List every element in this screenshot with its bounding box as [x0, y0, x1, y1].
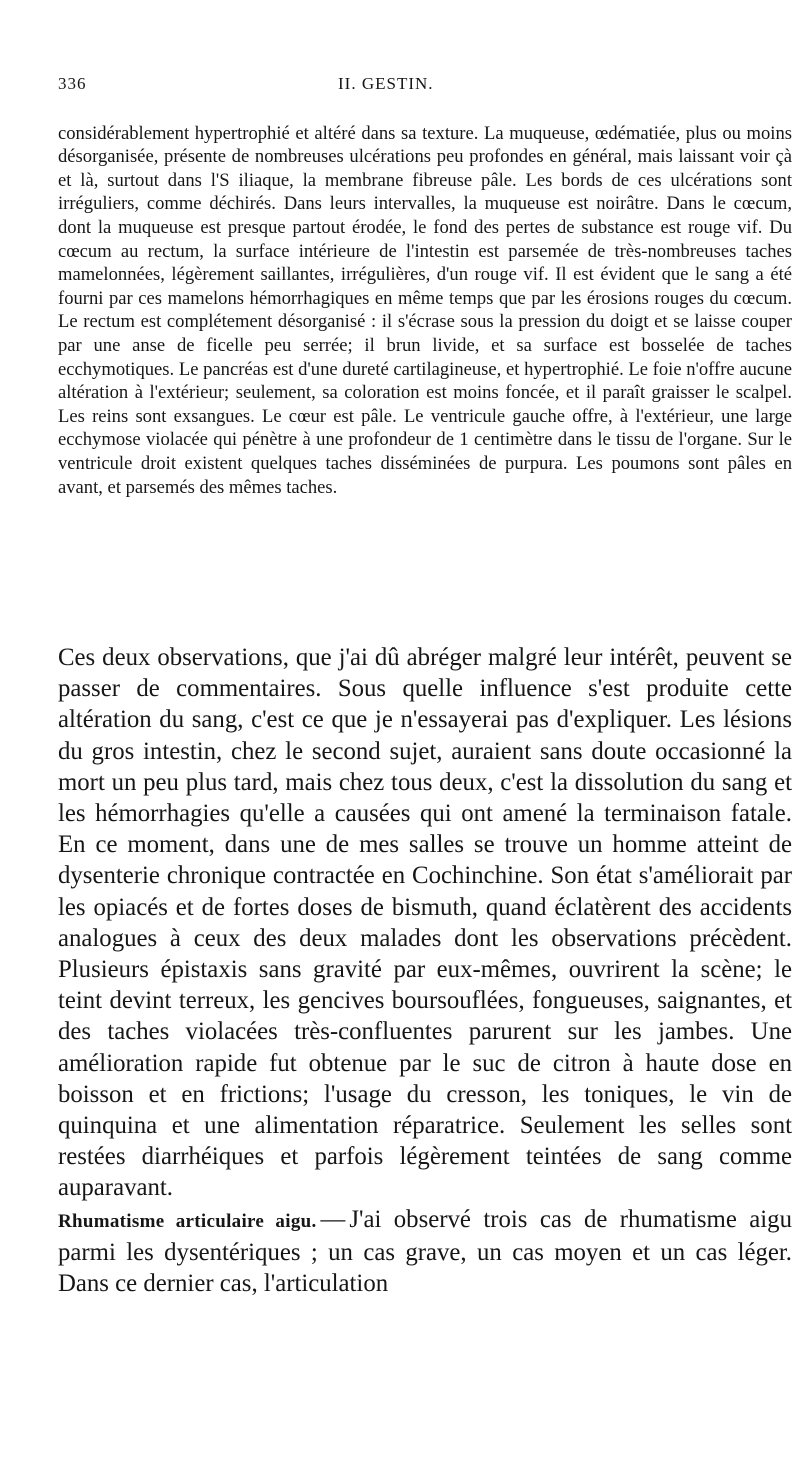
rheumatism-text: J'ai observé trois cas de rhumatisme aigu parmi les dysentériques ; un cas grave, un cas moyen et un cas léger. Dans ce dernier cas, l'articulation [58, 1205, 792, 1298]
em-dash: — [320, 1205, 346, 1233]
page-header [58, 74, 788, 98]
rheumatism-paragraph [58, 1204, 792, 1300]
commentary-paragraph [58, 642, 792, 1204]
section-heading: Rhumatisme articulaire aigu. [58, 1210, 317, 1232]
running-title: II. GESTIN. [338, 74, 434, 93]
page-number: 336 [58, 74, 87, 93]
main-text-block [58, 642, 792, 1299]
observation-paragraph: considérablement hypertrophié et altéré dans sa texture. La muqueuse, œdématiée, plus ou moins désorganisée, présente de nombreuses ulcérations peu profondes en général, mais laissant voir çà et là, surtout dans l'S iliaque, la membrane fibreuse pâle. Les bords de ces ulcérations sont irréguliers, comme déchirés. Dans leurs intervalles, la muqueuse est noirâtre. Dans le cœcum, dont la muqueuse est presque partout érodée, le fond des pertes de substance est rouge vif. Du cœcum au rectum, la surface intérieure de l'intestin est parsemée de très-nombreuses taches mamelonnées, légèrement saillantes, irrégulières, d'un rouge vif. Il est évident que le sang a été fourni par ces mamelons hémorrhagiques en même temps que par les érosions rouges du cœcum. Le rectum est complétement désorganisé : il s'écrase sous la pression du doigt et se laisse couper par une anse de ficelle peu serrée; il brun livide, et sa surface est bosselée de taches ecchymotiques. Le pancréas est d'une dureté cartilagineuse, et hypertrophié. Le foie n'offre aucune altération à l'extérieur; seulement, sa coloration est moins foncée, et il paraît graisser le scalpel. Les reins sont exsangues. Le cœur est pâle. Le ventricule gauche offre, à l'extérieur, une large ecchymose violacée qui pénètre à une profondeur de 1 centimètre dans le tissu de l'organe. Sur le ventricule droit existent quelques taches disséminées de purpura. Les poumons sont pâles en avant, et parsemés des mêmes taches. [58, 122, 792, 498]
commentary-text: Ces deux observations, que j'ai dû abréger malgré leur intérêt, peuvent se passer de commentaires. Sous quelle influence s'est produite cette altération du sang, c'est ce que je n'essayerai pas d'expliquer. Les lésions du gros intestin, chez le second sujet, auraient sans doute occasionné la mort un peu plus tard, mais chez tous deux, c'est la dissolution du sang et les hémorrhagies qu'elle a causées qui ont amené la terminaison fatale. En ce moment, dans une de mes salles se trouve un homme atteint de dysenterie chronique contractée en Cochinchine. Son état s'améliorait par les opiacés et de fortes doses de bismuth, quand éclatèrent des accidents analogues à ceux des deux malades dont les observations précèdent. Plusieurs épistaxis sans gravité par eux-mêmes, ouvrirent la scène; le teint devint terreux, les gencives boursouflées, fongueuses, saignantes, et des taches violacées très-confluentes parurent sur les jambes. Une amélioration rapide fut obtenue par le suc de citron à haute dose en boisson et en frictions; l'usage du cresson, les toniques, le vin de quinquina et une alimentation réparatrice. Seulement les selles sont restées diarrhéiques et parfois légèrement teintées de sang comme auparavant. [58, 644, 792, 1202]
